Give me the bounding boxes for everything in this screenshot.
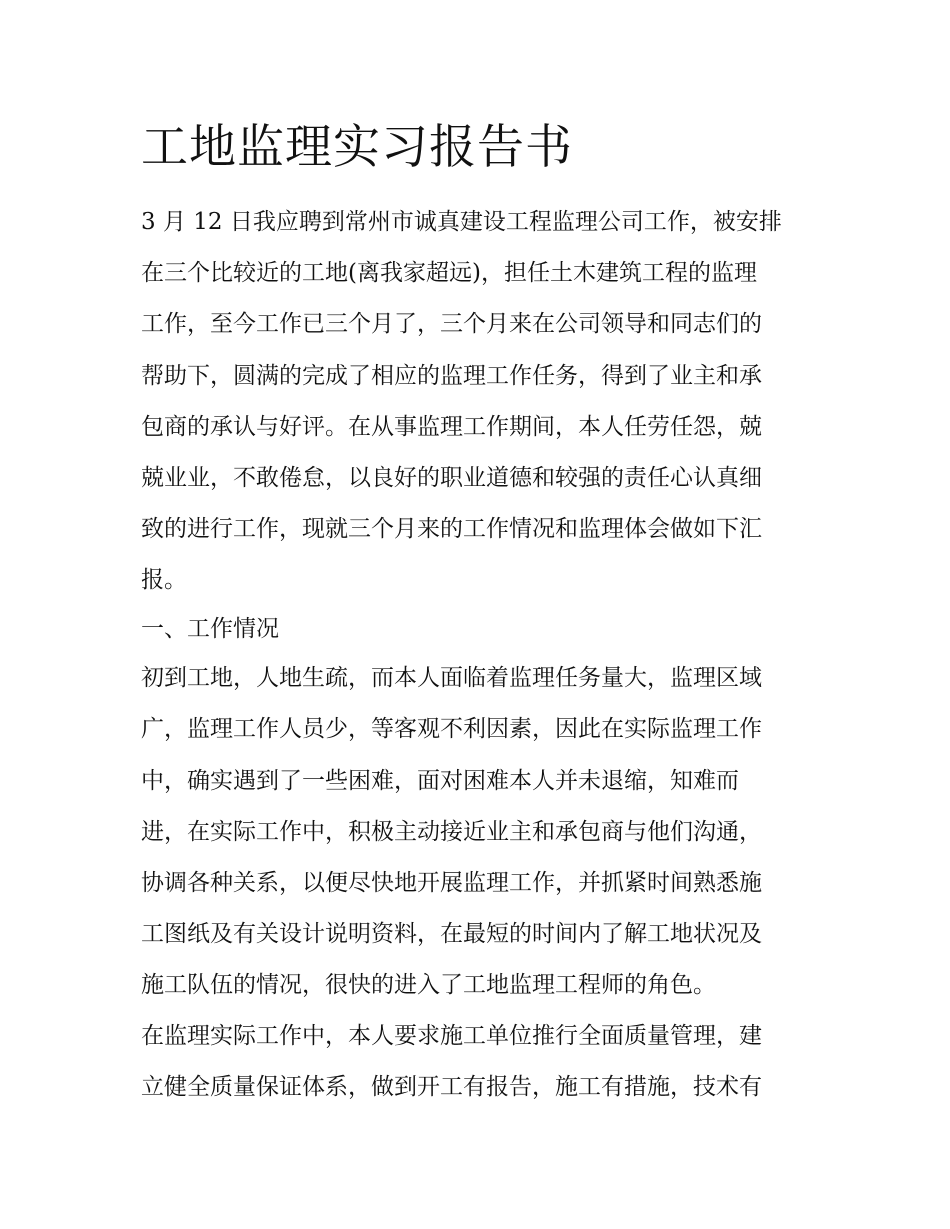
body-line: 在三个比较近的工地(离我家超远)，担任土木建筑工程的监理: [141, 260, 757, 286]
body-line: 进，在实际工作中，积极主动接近业主和承包商与他们沟通，: [141, 819, 762, 845]
body-line: 协调各种关系，以便尽快地开展监理工作，并抓紧时间熟悉施: [141, 870, 762, 896]
body-line: 包商的承认与好评。在从事监理工作期间，本人任劳任怨，兢: [141, 414, 762, 440]
body-line: 初到工地，人地生疏，而本人面临着监理任务量大，监理区域: [141, 665, 762, 691]
body-line: 在监理实际工作中，本人要求施工单位推行全面质量管理，建: [141, 1023, 762, 1049]
body-line: 施工队伍的情况，很快的进入了工地监理工程师的角色。: [141, 972, 716, 998]
body-line: 中，确实遇到了一些困难，面对困难本人并未退缩，知难而: [141, 768, 739, 794]
section-heading: 一、工作情况: [141, 616, 279, 642]
body-line: 致的进行工作，现就三个月来的工作情况和监理体会做如下汇: [141, 516, 762, 542]
body-line: 工作，至今工作已三个月了，三个月来在公司领导和同志们的: [141, 311, 762, 337]
body-line: 帮助下，圆满的完成了相应的监理工作任务，得到了业主和承: [141, 363, 762, 389]
body-line: 立健全质量保证体系，做到开工有报告，施工有措施，技术有: [141, 1074, 762, 1100]
body-line: 工图纸及有关设计说明资料，在最短的时间内了解工地状况及: [141, 921, 762, 947]
page-title: 工地监理实习报告书: [141, 120, 573, 175]
body-line: 广，监理工作人员少，等客观不利因素，因此在实际监理工作: [141, 716, 762, 742]
body-line: 3 月 12 日我应聘到常州市诚真建设工程监理公司工作，被安排: [141, 209, 782, 235]
body-line: 报。: [141, 567, 187, 593]
body-line: 兢业业，不敢倦怠，以良好的职业道德和较强的责任心认真细: [141, 465, 762, 491]
